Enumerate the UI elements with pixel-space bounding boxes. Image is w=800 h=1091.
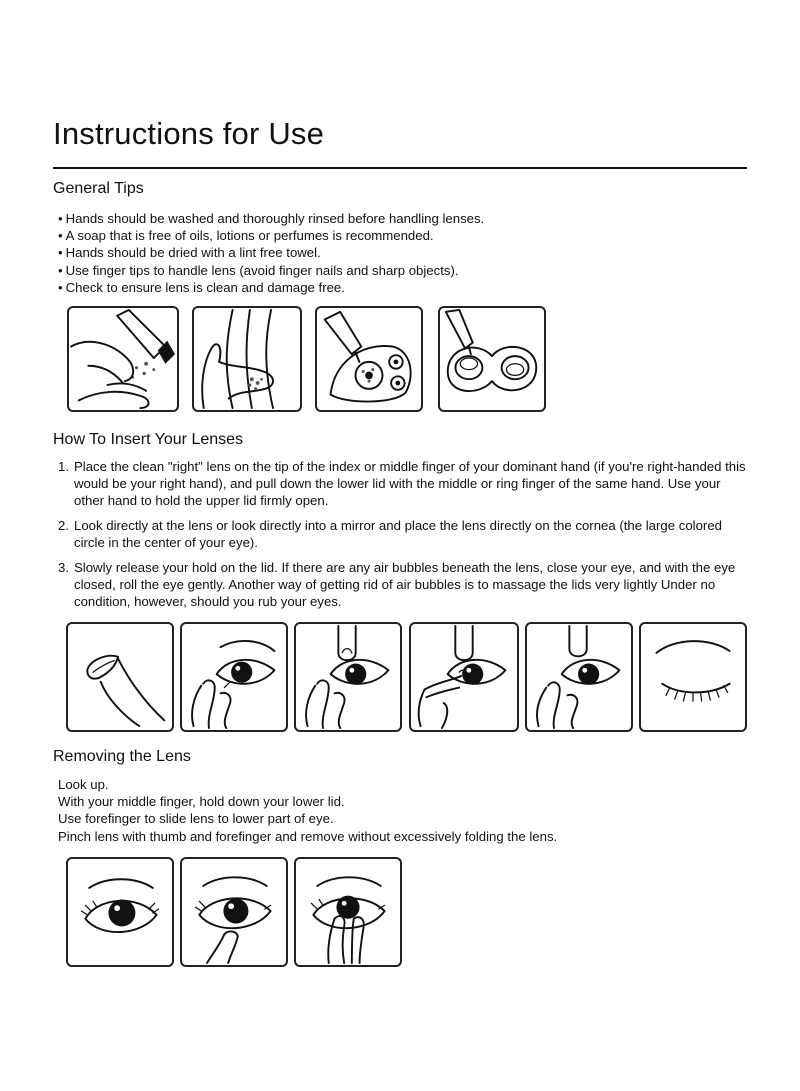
hold-lower-lid-illustration <box>180 857 288 967</box>
list-item: • A soap that is free of oils, lotions or perfumes is recommended. <box>58 227 484 244</box>
closed-eye-illustration <box>639 622 747 732</box>
list-item: Use forefinger to slide lens to lower part of eye. <box>58 811 334 827</box>
lens-on-finger-illustration <box>66 622 174 732</box>
hold-upper-lid-illustration <box>294 622 402 732</box>
removing-heading: Removing the Lens <box>53 748 191 765</box>
look-up-illustration <box>66 857 174 967</box>
drying-hands-illustration <box>192 306 302 412</box>
list-item: • Use finger tips to handle lens (avoid finger nails and sharp objects). <box>58 262 484 279</box>
insert-heading: How To Insert Your Lenses <box>53 431 244 448</box>
list-item: • Hands should be washed and thoroughly rinsed before handling lenses. <box>58 210 484 227</box>
removing-steps <box>58 776 557 845</box>
list-item: 2. Look directly at the lens or look directly into a mirror and place the lens directly on the cornea (the large colored circle in the center of your eye). <box>58 518 722 550</box>
lens-case-dropper-illustration <box>315 306 423 412</box>
general-tips-heading: General Tips <box>53 180 144 197</box>
list-item: • Check to ensure lens is clean and damage free. <box>58 279 484 296</box>
insert-steps <box>58 458 748 618</box>
list-item: Pinch lens with thumb and forefinger and remove without excessively folding the lens. <box>58 828 558 844</box>
list-item: 3. Slowly release your hold on the lid. If there are any air bubbles beneath the lens, close your eye, and with the eye closed, roll the eye gently. Another way of getting rid of air bubbles is to massage the lids very lightly Under no condition, however, should you rub your eyes. <box>58 560 736 609</box>
lens-case-rinse-illustration <box>438 306 546 412</box>
general-tips-list <box>58 210 484 296</box>
page-title: Instructions for Use <box>53 116 325 151</box>
pull-lower-lid-illustration <box>180 622 288 732</box>
place-lens-on-eye-illustration <box>409 622 519 732</box>
title-divider <box>53 167 747 169</box>
list-item: • Hands should be dried with a lint free towel. <box>58 244 484 261</box>
release-lid-illustration <box>525 622 633 732</box>
pinch-lens-illustration <box>294 857 402 967</box>
list-item: With your middle finger, hold down your lower lid. <box>58 794 345 810</box>
list-item: Look up. <box>58 777 109 792</box>
washing-hands-illustration <box>67 306 179 412</box>
list-item: 1. Place the clean "right" lens on the tip of the index or middle finger of your dominant hand (if you're right-handed this would be your right hand), and pull down the lower lid with the middle or ring finger of the same hand. Use your other hand to hold the upper lid firmly open. <box>58 459 746 508</box>
